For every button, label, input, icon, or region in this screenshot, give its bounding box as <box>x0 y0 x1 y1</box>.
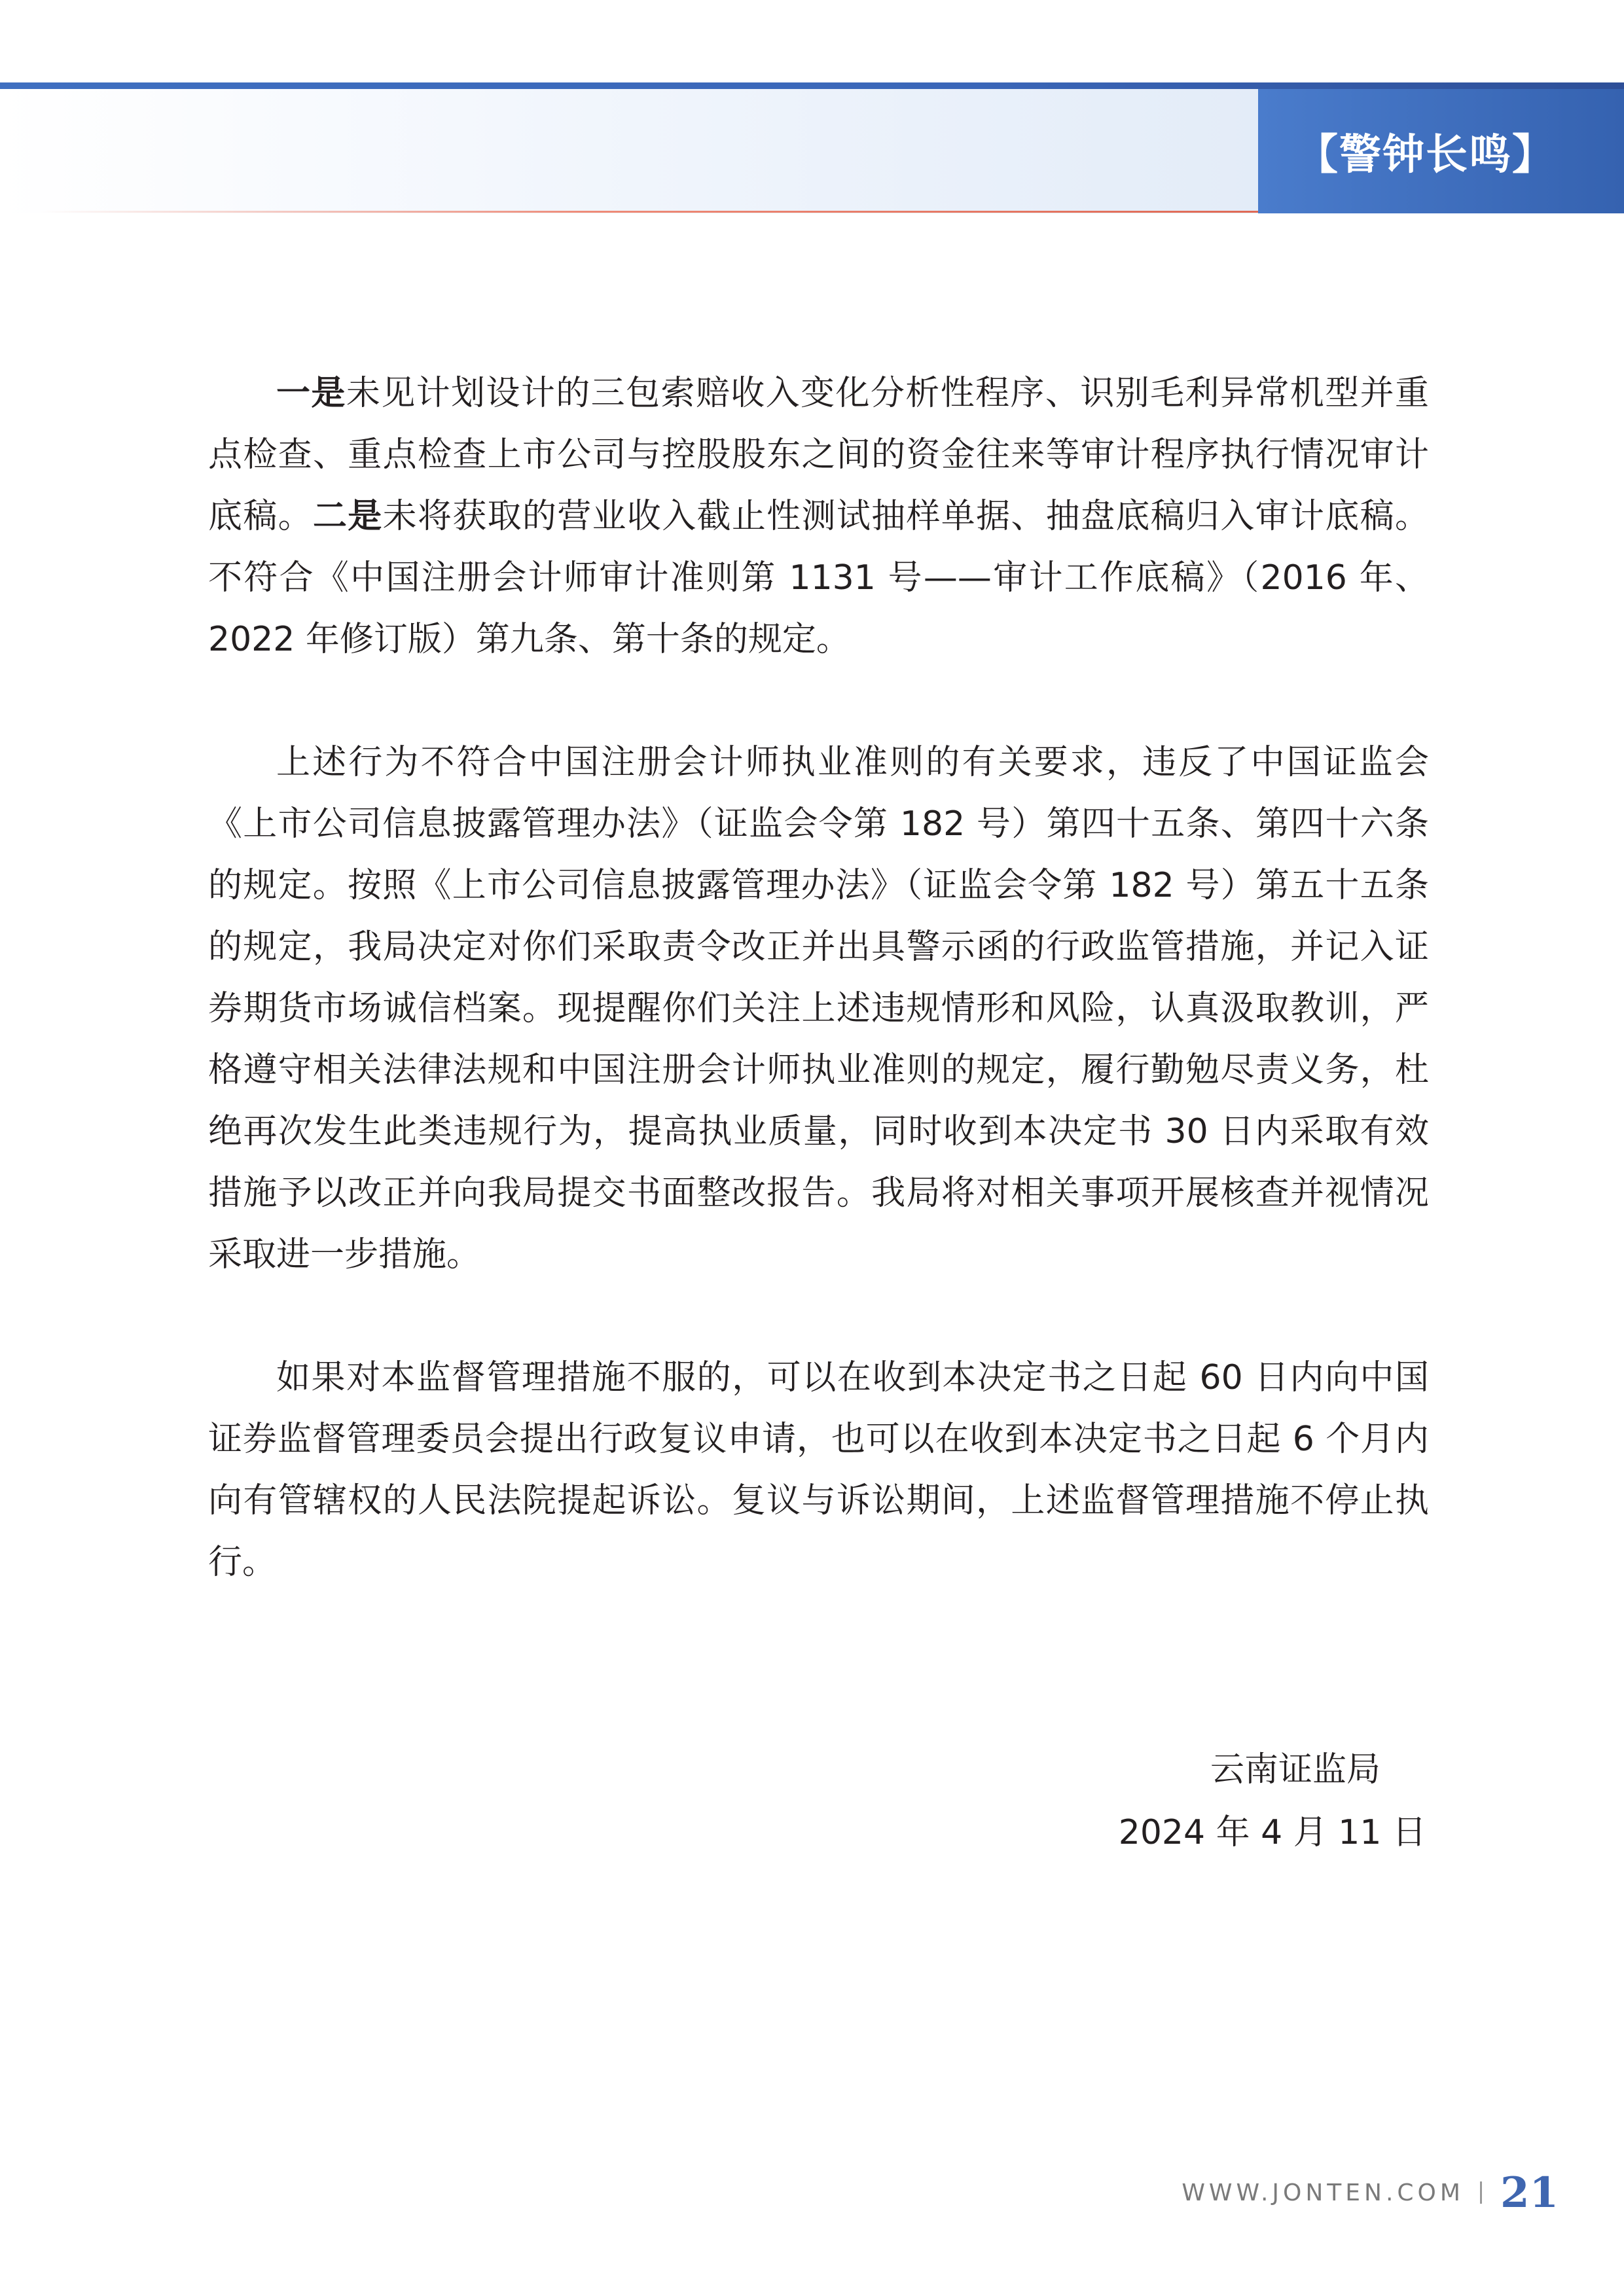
header-accent-line <box>39 211 1258 213</box>
footer-divider <box>1480 2181 1482 2204</box>
issue-date: 2024 年 4 月 11 日 <box>1118 1813 1426 1852</box>
finding-two-label: 二是 <box>312 497 383 536</box>
section-tag <box>1258 89 1624 213</box>
paragraph-findings <box>208 363 1429 670</box>
signature-block <box>1119 1738 1426 1864</box>
document-body <box>208 363 1429 1593</box>
page-footer <box>1182 2160 1559 2225</box>
paragraph-decision: 上述行为不符合中国注册会计师执业准则的有关要求，违反了中国证监会《上市公司信息披露管理办法》（证监会令第 182 号）第四十五条、第四十六条的规定。按照《上市公司信息披露管理办法》（证监会令第 182 号）第五十五条的规定，我局决定对你们采取责令改正并出具警示函的行政监管措施，并记入证券期货市场诚信档案。现提醒你们关注上述违规情形和风险，认真汲取教训，严格遵守相关法律法规和中国注册会计师执业准则的规定，履行勤勉尽责义务，杜绝再次发生此类违规行为，提高执业质量，同时收到本决定书 30 日内采取有效措施予以改正并向我局提交书面整改报告。我局将对相关事项开展核查并视情况采取进一步措施。 <box>208 743 1429 1274</box>
finding-two-text: 未将获取的营业收入截止性测试抽样单据、抽盘底稿归入审计底稿。不符合《中国注册会计师审计准则第 1131 号——审计工作底稿》（2016 年、2022 年修订版）第九条、第十条的规定。 <box>208 497 1429 659</box>
header-top-rule <box>0 82 1624 89</box>
finding-one-label: 一是 <box>276 374 346 413</box>
section-tag-label: 【警钟长鸣】 <box>1296 130 1555 179</box>
header-band <box>0 89 1258 213</box>
issuing-authority: 云南证监局 <box>1210 1750 1380 1789</box>
footer-url: WWW.JONTEN.COM <box>1182 2179 1464 2206</box>
paragraph-appeal: 如果对本监督管理措施不服的，可以在收到本决定书之日起 60 日内向中国证券监督管理委员会提出行政复议申请，也可以在收到本决定书之日起 6 个月内向有管辖权的人民法院提起诉讼。复议与诉讼期间，上述监督管理措施不停止执行。 <box>208 1358 1429 1582</box>
page-number: 21 <box>1500 2168 1559 2217</box>
finding-one-text: 未见计划设计的三包索赔收入变化分析性程序、识别毛利异常机型并重点检查、重点检查上市公司与控股股东之间的资金往来等审计程序执行情况审计底稿。 <box>208 374 1429 536</box>
